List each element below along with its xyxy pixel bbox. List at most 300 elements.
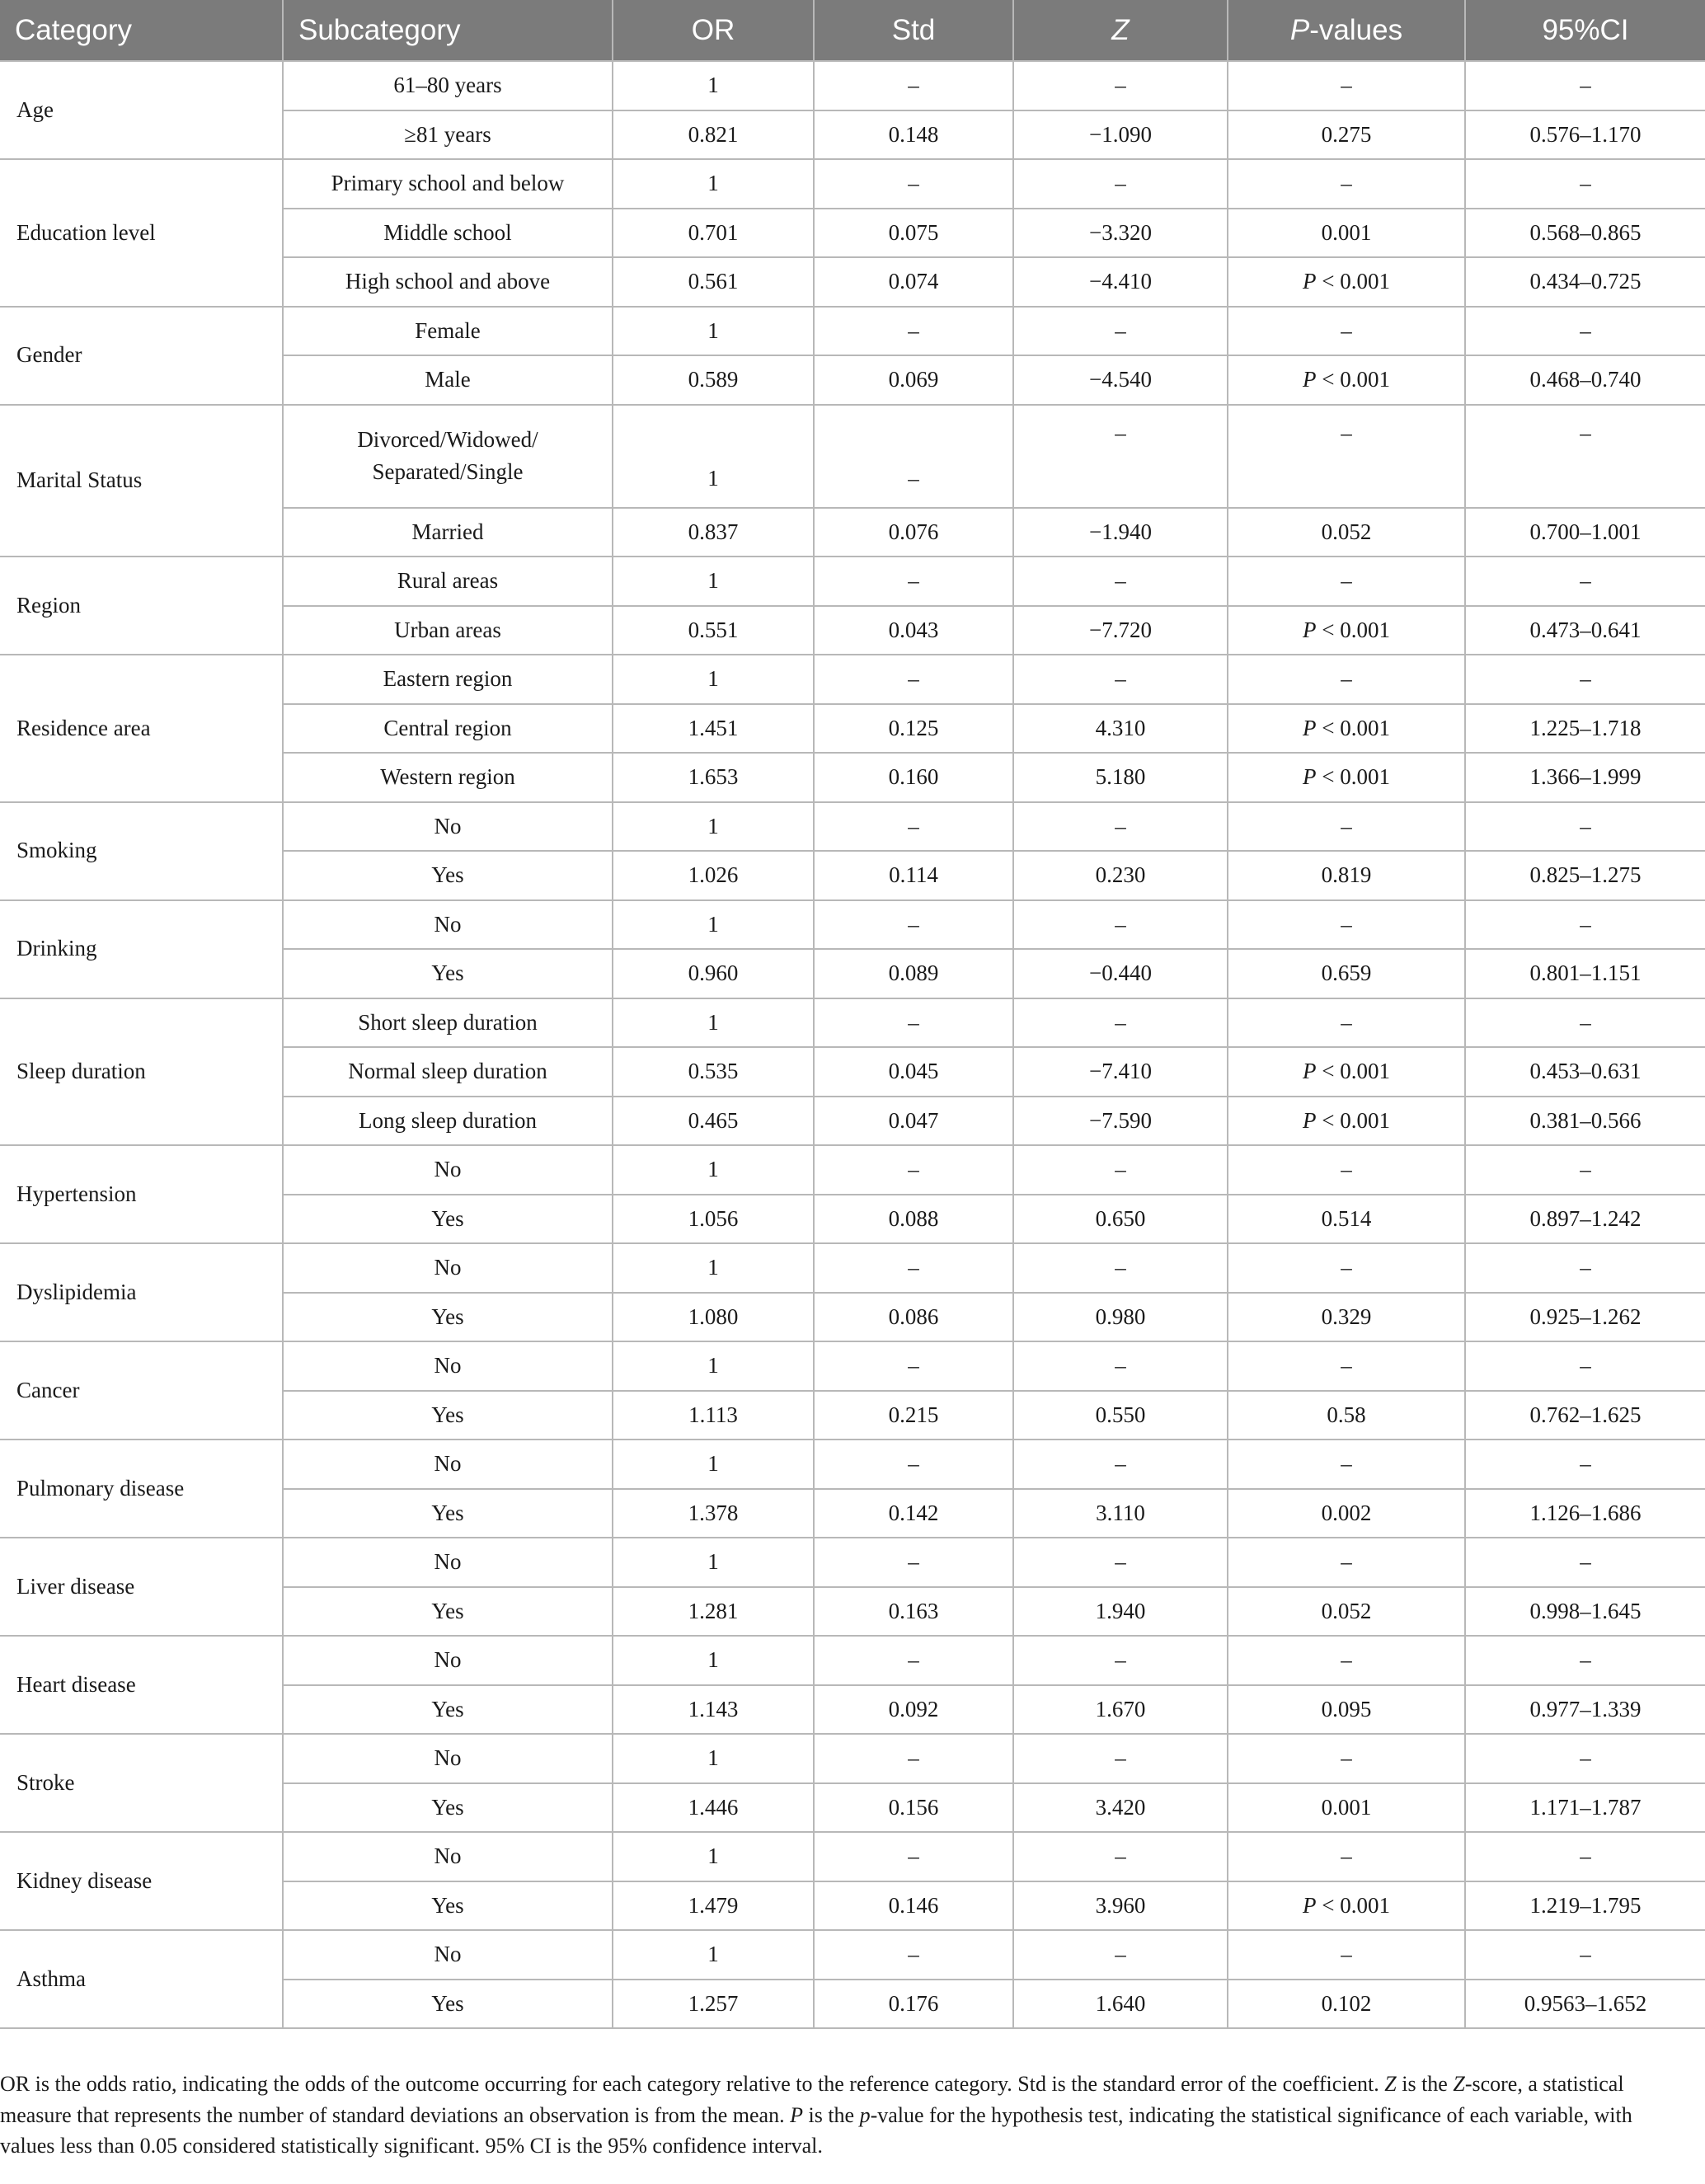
p-value-cell: 0.052: [1228, 508, 1465, 557]
z-cell: –: [1013, 655, 1228, 704]
category-cell: Stroke: [0, 1734, 283, 1832]
or-cell: 1.378: [613, 1489, 814, 1538]
ci-cell: –: [1465, 655, 1705, 704]
ci-cell: –: [1465, 557, 1705, 606]
or-cell: 1: [613, 557, 814, 606]
ci-cell: –: [1465, 802, 1705, 852]
p-value-cell: 0.819: [1228, 851, 1465, 900]
p-value-cell: –: [1228, 802, 1465, 852]
table-row: [0, 900, 1705, 950]
footnote-text: Z: [1384, 2072, 1397, 2096]
z-cell: –: [1013, 557, 1228, 606]
p-value-cell: –: [1228, 307, 1465, 356]
p-value-cell: –: [1228, 1930, 1465, 1980]
p-value-cell: 0.102: [1228, 1980, 1465, 2029]
std-cell: –: [814, 1145, 1013, 1195]
subcategory-cell: No: [283, 1145, 613, 1195]
category-cell: Gender: [0, 307, 283, 405]
p-threshold: < 0.001: [1316, 1107, 1390, 1133]
std-cell: –: [814, 307, 1013, 356]
std-cell: –: [814, 1930, 1013, 1980]
ci-cell: –: [1465, 1538, 1705, 1587]
or-cell: 1: [613, 61, 814, 110]
ci-cell: 1.225–1.718: [1465, 704, 1705, 754]
category-cell: Region: [0, 557, 283, 655]
or-cell: 0.551: [613, 606, 814, 655]
z-cell: 1.940: [1013, 1587, 1228, 1637]
or-cell: 0.589: [613, 355, 814, 405]
or-cell: 1: [613, 1930, 814, 1980]
table-row: [0, 159, 1705, 209]
subcategory-cell: Yes: [283, 1489, 613, 1538]
z-cell: –: [1013, 1440, 1228, 1489]
table-body: [0, 61, 1705, 2028]
p-value-cell: –: [1228, 1538, 1465, 1587]
or-cell: 1: [613, 1341, 814, 1391]
p-value-cell: –: [1228, 1734, 1465, 1783]
or-cell: 1.479: [613, 1881, 814, 1931]
ci-cell: –: [1465, 1832, 1705, 1881]
z-cell: −1.090: [1013, 110, 1228, 160]
subcategory-cell: ≥81 years: [283, 110, 613, 160]
subcategory-cell: Central region: [283, 704, 613, 754]
footnote-text: Z: [1453, 2072, 1465, 2096]
category-cell: Cancer: [0, 1341, 283, 1440]
subcategory-cell: Yes: [283, 1195, 613, 1244]
p-value-cell: –: [1228, 159, 1465, 209]
or-cell: 1: [613, 159, 814, 209]
footnote-text: is the: [1396, 2072, 1454, 2096]
or-cell: 0.561: [613, 257, 814, 307]
footnote-text: -score, a statistical measure that represents the number of standard deviations an observation is from the mean.: [0, 2072, 1624, 2127]
p-symbol: P: [1303, 617, 1317, 642]
or-cell: 0.821: [613, 110, 814, 160]
ci-cell: 0.977–1.339: [1465, 1685, 1705, 1735]
std-cell: 0.160: [814, 753, 1013, 802]
footnote-text: is the: [802, 2102, 860, 2127]
table-row: [0, 405, 1705, 508]
z-cell: 3.110: [1013, 1489, 1228, 1538]
ci-cell: 0.568–0.865: [1465, 209, 1705, 258]
std-cell: 0.043: [814, 606, 1013, 655]
p-value-cell: –: [1228, 1341, 1465, 1391]
subcategory-cell: No: [283, 1930, 613, 1980]
z-cell: –: [1013, 307, 1228, 356]
z-cell: 0.230: [1013, 851, 1228, 900]
z-cell: −4.540: [1013, 355, 1228, 405]
subcategory-cell: Yes: [283, 1293, 613, 1342]
p-symbol: P: [1303, 1059, 1317, 1084]
footnote-text: OR is the odds ratio, indicating the odds of the outcome occurring for each category relative to the reference category. Std is the standard error of the coefficient.: [0, 2072, 1385, 2096]
ci-cell: –: [1465, 998, 1705, 1048]
p-symbol: P: [1303, 715, 1317, 740]
ci-cell: 0.998–1.645: [1465, 1587, 1705, 1637]
p-value-cell: –: [1228, 1243, 1465, 1293]
subcategory-cell: Yes: [283, 851, 613, 900]
z-cell: –: [1013, 998, 1228, 1048]
category-cell: Kidney disease: [0, 1832, 283, 1930]
z-cell: –: [1013, 159, 1228, 209]
subcategory-cell: Female: [283, 307, 613, 356]
ci-cell: 1.219–1.795: [1465, 1881, 1705, 1931]
subcategory-line-2: Separated/Single: [372, 459, 524, 484]
subcategory-cell: Yes: [283, 949, 613, 998]
subcategory-cell: Normal sleep duration: [283, 1047, 613, 1097]
z-cell: –: [1013, 1243, 1228, 1293]
std-cell: 0.088: [814, 1195, 1013, 1244]
z-cell: –: [1013, 1145, 1228, 1195]
ci-cell: –: [1465, 1243, 1705, 1293]
p-value-cell: 0.329: [1228, 1293, 1465, 1342]
z-cell: 0.550: [1013, 1391, 1228, 1440]
or-cell: 0.465: [613, 1097, 814, 1146]
subcategory-cell: [283, 405, 613, 508]
p-value-cell: [1228, 355, 1465, 405]
p-value-cell: –: [1228, 1832, 1465, 1881]
p-value-cell: [1228, 1047, 1465, 1097]
p-threshold: < 0.001: [1316, 764, 1390, 790]
ci-cell: 0.434–0.725: [1465, 257, 1705, 307]
category-cell: Asthma: [0, 1930, 283, 2028]
subcategory-cell: Western region: [283, 753, 613, 802]
footnote-text: P: [790, 2102, 803, 2127]
std-cell: –: [814, 1832, 1013, 1881]
ci-cell: –: [1465, 61, 1705, 110]
or-cell: 1.451: [613, 704, 814, 754]
ci-cell: 0.473–0.641: [1465, 606, 1705, 655]
table-row: [0, 557, 1705, 606]
ci-cell: –: [1465, 1145, 1705, 1195]
std-cell: –: [814, 1538, 1013, 1587]
z-cell: –: [1013, 1538, 1228, 1587]
std-cell: 0.114: [814, 851, 1013, 900]
or-cell: 1: [613, 1538, 814, 1587]
subcategory-cell: Urban areas: [283, 606, 613, 655]
std-cell: –: [814, 1734, 1013, 1783]
p-value-cell: 0.001: [1228, 1783, 1465, 1833]
std-cell: 0.086: [814, 1293, 1013, 1342]
std-cell: –: [814, 900, 1013, 950]
ci-cell: 1.366–1.999: [1465, 753, 1705, 802]
column-header-or: OR: [613, 0, 814, 61]
ci-cell: 1.171–1.787: [1465, 1783, 1705, 1833]
ci-cell: –: [1465, 159, 1705, 209]
p-symbol: P: [1303, 1892, 1317, 1918]
column-header-std: Std: [814, 0, 1013, 61]
std-cell: 0.045: [814, 1047, 1013, 1097]
std-cell: 0.125: [814, 704, 1013, 754]
category-cell: Smoking: [0, 802, 283, 900]
category-cell: Residence area: [0, 655, 283, 802]
z-cell: 0.980: [1013, 1293, 1228, 1342]
z-cell: −7.590: [1013, 1097, 1228, 1146]
or-cell: 0.701: [613, 209, 814, 258]
p-value-cell: –: [1228, 900, 1465, 950]
header-row: [0, 0, 1705, 61]
std-cell: –: [814, 557, 1013, 606]
category-cell: Drinking: [0, 900, 283, 998]
z-cell: –: [1013, 1636, 1228, 1685]
z-cell: –: [1013, 1832, 1228, 1881]
p-threshold: < 0.001: [1316, 715, 1390, 740]
subcategory-cell: Married: [283, 508, 613, 557]
subcategory-cell: Yes: [283, 1783, 613, 1833]
z-cell: 5.180: [1013, 753, 1228, 802]
or-cell: 1: [613, 1145, 814, 1195]
z-cell: –: [1013, 1734, 1228, 1783]
table-row: [0, 1832, 1705, 1881]
or-cell: 1.080: [613, 1293, 814, 1342]
table-row: [0, 61, 1705, 110]
z-cell: 3.960: [1013, 1881, 1228, 1931]
std-cell: 0.163: [814, 1587, 1013, 1637]
z-cell: –: [1013, 1341, 1228, 1391]
z-cell: –: [1013, 1930, 1228, 1980]
p-value-cell: –: [1228, 1145, 1465, 1195]
subcategory-cell: Yes: [283, 1980, 613, 2029]
subcategory-cell: Rural areas: [283, 557, 613, 606]
std-cell: 0.047: [814, 1097, 1013, 1146]
or-cell: 1.056: [613, 1195, 814, 1244]
or-cell: 1: [613, 307, 814, 356]
or-cell: 1.446: [613, 1783, 814, 1833]
or-cell: 1: [613, 1734, 814, 1783]
ci-cell: 0.468–0.740: [1465, 355, 1705, 405]
column-header-subcategory: Subcategory: [283, 0, 613, 61]
table-footnote: [0, 2069, 1690, 2162]
p-value-cell: [1228, 257, 1465, 307]
subcategory-cell: Eastern region: [283, 655, 613, 704]
or-cell: 1.113: [613, 1391, 814, 1440]
std-cell: 0.092: [814, 1685, 1013, 1735]
subcategory-cell: No: [283, 1636, 613, 1685]
subcategory-cell: Male: [283, 355, 613, 405]
subcategory-cell: Middle school: [283, 209, 613, 258]
std-cell: 0.074: [814, 257, 1013, 307]
p-symbol: P: [1303, 367, 1317, 392]
category-cell: Liver disease: [0, 1538, 283, 1636]
std-cell: –: [814, 61, 1013, 110]
subcategory-cell: No: [283, 1538, 613, 1587]
std-cell: 0.176: [814, 1980, 1013, 2029]
or-cell: 1: [613, 1832, 814, 1881]
std-cell: –: [814, 802, 1013, 852]
z-cell: −4.410: [1013, 257, 1228, 307]
z-cell: –: [1013, 900, 1228, 950]
table-row: [0, 655, 1705, 704]
ci-cell: –: [1465, 1636, 1705, 1685]
ci-cell: 0.897–1.242: [1465, 1195, 1705, 1244]
p-value-cell: 0.052: [1228, 1587, 1465, 1637]
z-cell: –: [1013, 802, 1228, 852]
category-cell: Marital Status: [0, 405, 283, 557]
std-cell: –: [814, 159, 1013, 209]
or-cell: 1: [613, 405, 814, 508]
or-cell: 1: [613, 1243, 814, 1293]
p-letter: P: [1289, 13, 1310, 46]
ci-cell: –: [1465, 405, 1705, 508]
z-cell: 3.420: [1013, 1783, 1228, 1833]
p-value-cell: 0.58: [1228, 1391, 1465, 1440]
p-value-cell: 0.002: [1228, 1489, 1465, 1538]
p-value-cell: 0.659: [1228, 949, 1465, 998]
z-cell: −7.410: [1013, 1047, 1228, 1097]
p-value-cell: 0.275: [1228, 110, 1465, 160]
std-cell: –: [814, 998, 1013, 1048]
p-value-cell: 0.001: [1228, 209, 1465, 258]
or-cell: 1: [613, 900, 814, 950]
z-cell: 0.650: [1013, 1195, 1228, 1244]
category-cell: Age: [0, 61, 283, 159]
table-row: [0, 307, 1705, 356]
z-cell: −3.320: [1013, 209, 1228, 258]
z-cell: 4.310: [1013, 704, 1228, 754]
subcategory-cell: Primary school and below: [283, 159, 613, 209]
subcategory-cell: Short sleep duration: [283, 998, 613, 1048]
std-cell: 0.075: [814, 209, 1013, 258]
or-cell: 1: [613, 802, 814, 852]
subcategory-cell: Yes: [283, 1881, 613, 1931]
std-cell: –: [814, 1636, 1013, 1685]
category-cell: Sleep duration: [0, 998, 283, 1146]
ci-cell: 0.381–0.566: [1465, 1097, 1705, 1146]
or-cell: 1.257: [613, 1980, 814, 2029]
z-cell: –: [1013, 405, 1228, 508]
subcategory-cell: 61–80 years: [283, 61, 613, 110]
column-header-ci: 95%CI: [1465, 0, 1705, 61]
subcategory-cell: No: [283, 1440, 613, 1489]
std-cell: 0.146: [814, 1881, 1013, 1931]
subcategory-cell: Yes: [283, 1685, 613, 1735]
footnote-text: p: [859, 2102, 871, 2127]
table-row: [0, 802, 1705, 852]
p-value-cell: –: [1228, 61, 1465, 110]
std-cell: 0.069: [814, 355, 1013, 405]
std-cell: 0.215: [814, 1391, 1013, 1440]
ci-cell: –: [1465, 1341, 1705, 1391]
or-cell: 0.535: [613, 1047, 814, 1097]
ci-cell: –: [1465, 900, 1705, 950]
p-threshold: < 0.001: [1316, 1892, 1390, 1918]
category-cell: Education level: [0, 159, 283, 307]
ci-cell: 0.700–1.001: [1465, 508, 1705, 557]
p-value-cell: –: [1228, 998, 1465, 1048]
table-row: [0, 1636, 1705, 1685]
p-value-cell: [1228, 753, 1465, 802]
subcategory-line-1: Divorced/Widowed/: [357, 426, 538, 452]
p-value-cell: [1228, 1881, 1465, 1931]
p-value-cell: –: [1228, 1636, 1465, 1685]
table-row: [0, 1341, 1705, 1391]
table-row: [0, 1145, 1705, 1195]
p-threshold: < 0.001: [1316, 269, 1390, 294]
table-row: [0, 1538, 1705, 1587]
z-cell: −1.940: [1013, 508, 1228, 557]
p-value-cell: –: [1228, 405, 1465, 508]
subcategory-cell: No: [283, 1243, 613, 1293]
p-value-cell: –: [1228, 655, 1465, 704]
std-cell: 0.156: [814, 1783, 1013, 1833]
footnote-text: -value for the hypothesis test, indicating the statistical significance of each variable, with values less than 0.05 considered statistically significant. 95% CI is the 95% confidence interval.: [0, 2102, 1632, 2158]
ci-cell: 0.801–1.151: [1465, 949, 1705, 998]
table-row: [0, 1930, 1705, 1980]
ci-cell: –: [1465, 1930, 1705, 1980]
table-row: [0, 1734, 1705, 1783]
std-cell: 0.148: [814, 110, 1013, 160]
ci-cell: 0.9563–1.652: [1465, 1980, 1705, 2029]
p-symbol: P: [1303, 269, 1317, 294]
subcategory-cell: High school and above: [283, 257, 613, 307]
p-value-cell: 0.095: [1228, 1685, 1465, 1735]
p-suffix: -values: [1309, 13, 1403, 46]
or-cell: 1.653: [613, 753, 814, 802]
ci-cell: 0.576–1.170: [1465, 110, 1705, 160]
ci-cell: 0.925–1.262: [1465, 1293, 1705, 1342]
or-cell: 1: [613, 1636, 814, 1685]
or-cell: 1.143: [613, 1685, 814, 1735]
or-cell: 1: [613, 655, 814, 704]
p-value-cell: –: [1228, 557, 1465, 606]
or-cell: 0.837: [613, 508, 814, 557]
category-cell: Dyslipidemia: [0, 1243, 283, 1341]
table-row: [0, 1440, 1705, 1489]
std-cell: –: [814, 655, 1013, 704]
z-cell: 1.670: [1013, 1685, 1228, 1735]
ci-cell: –: [1465, 307, 1705, 356]
subcategory-cell: No: [283, 802, 613, 852]
z-cell: −7.720: [1013, 606, 1228, 655]
std-cell: –: [814, 1243, 1013, 1293]
ci-cell: 0.453–0.631: [1465, 1047, 1705, 1097]
category-cell: Heart disease: [0, 1636, 283, 1734]
z-cell: –: [1013, 61, 1228, 110]
p-value-cell: –: [1228, 1440, 1465, 1489]
column-header-category: Category: [0, 0, 283, 61]
std-cell: –: [814, 405, 1013, 508]
p-value-cell: [1228, 1097, 1465, 1146]
p-threshold: < 0.001: [1316, 617, 1390, 642]
z-cell: −0.440: [1013, 949, 1228, 998]
table-row: [0, 1243, 1705, 1293]
ci-cell: –: [1465, 1440, 1705, 1489]
p-symbol: P: [1303, 764, 1317, 790]
std-cell: 0.089: [814, 949, 1013, 998]
subcategory-cell: No: [283, 1341, 613, 1391]
or-cell: 0.960: [613, 949, 814, 998]
column-header-p-values: [1228, 0, 1465, 61]
ci-cell: 1.126–1.686: [1465, 1489, 1705, 1538]
p-threshold: < 0.001: [1316, 1059, 1390, 1084]
subcategory-cell: Yes: [283, 1587, 613, 1637]
category-cell: Hypertension: [0, 1145, 283, 1243]
or-cell: 1: [613, 1440, 814, 1489]
or-cell: 1.281: [613, 1587, 814, 1637]
or-cell: 1: [613, 998, 814, 1048]
ci-cell: 0.762–1.625: [1465, 1391, 1705, 1440]
p-value-cell: 0.514: [1228, 1195, 1465, 1244]
std-cell: –: [814, 1440, 1013, 1489]
ci-cell: –: [1465, 1734, 1705, 1783]
category-cell: Pulmonary disease: [0, 1440, 283, 1538]
p-threshold: < 0.001: [1316, 367, 1390, 392]
z-cell: 1.640: [1013, 1980, 1228, 2029]
ci-cell: 0.825–1.275: [1465, 851, 1705, 900]
subcategory-cell: Yes: [283, 1391, 613, 1440]
std-cell: –: [814, 1341, 1013, 1391]
subcategory-cell: Long sleep duration: [283, 1097, 613, 1146]
std-cell: 0.142: [814, 1489, 1013, 1538]
p-value-cell: [1228, 606, 1465, 655]
